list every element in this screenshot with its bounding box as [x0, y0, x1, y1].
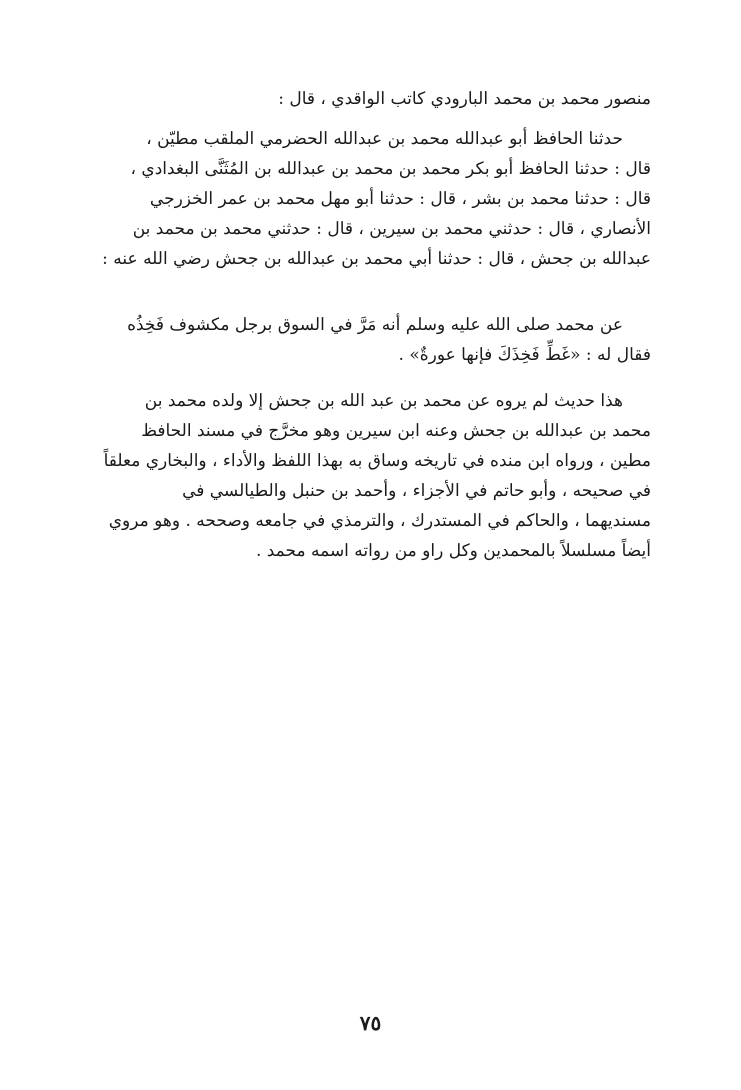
- text-line: مطين ، ورواه ابن منده في تاريخه وساق به بهذا اللفظ والأداء ، والبخاري معلقاً: [103, 451, 651, 471]
- paragraph-isnad: [91, 124, 651, 274]
- text-line: هذا حديث لم يروه عن محمد بن عبد الله بن جحش إلا ولده محمد بن: [144, 391, 623, 411]
- text-line: فقال له : «غَطِّ فَخِذَكَ فإنها عورةٌ» .: [398, 345, 651, 365]
- text-line: في صحيحه ، وأبو حاتم في الأجزاء ، وأحمد بن حنبل والطيالسي في: [182, 481, 651, 501]
- paragraph-commentary: [91, 386, 651, 566]
- text-line: عبدالله بن جحش ، قال : حدثنا أبي محمد بن عبدالله بن جحش رضي الله عنه :: [102, 249, 651, 269]
- text-line: قال : حدثنا محمد بن بشر ، قال : حدثنا أبو مهل محمد بن عمر الخزرجي: [149, 189, 651, 209]
- paragraph-intro: [91, 84, 651, 114]
- text-line: منصور محمد بن محمد البارودي كاتب الواقدي ، قال :: [278, 89, 651, 109]
- paragraph-matn: [91, 310, 651, 370]
- text-line: محمد بن عبدالله بن جحش وعنه ابن سيرين وهو مخرَّج في مسند الحافظ: [141, 421, 651, 441]
- text-line: قال : حدثنا الحافظ أبو بكر محمد بن محمد بن عبدالله بن المُثَنَّى البغدادي ،: [130, 159, 651, 179]
- text-line: الأنصاري ، قال : حدثني محمد بن سيرين ، قال : حدثني محمد بن محمد بن: [132, 219, 651, 239]
- text-line: أيضاً مسلسلاً بالمحمدين وكل راو من رواته اسمه محمد .: [255, 541, 651, 561]
- page-number: ٧٥: [359, 1011, 382, 1035]
- text-line: عن محمد صلى الله عليه وسلم أنه مَرَّ في السوق برجل مكشوف فَخِذُه: [127, 315, 623, 335]
- text-line: مسنديهما ، والحاكم في المستدرك ، والترمذي في جامعه وصححه . وهو مروي: [108, 511, 651, 531]
- text-line: حدثنا الحافظ أبو عبدالله محمد بن عبدالله الحضرمي الملقب مطيّن ،: [146, 129, 623, 149]
